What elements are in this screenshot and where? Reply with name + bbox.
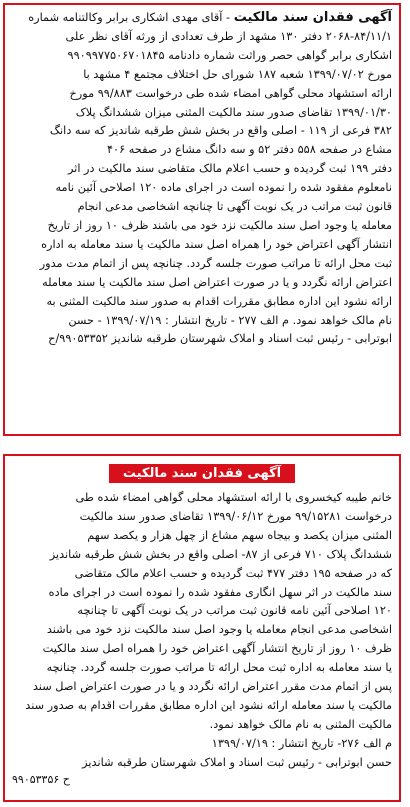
notice-2-line: که در صفحه ۱۹۵ دفتر ۴۷۷ ثبت گردیده و حسب اعلام مالک متقاضی	[74, 566, 392, 580]
notice-1-line: ثبت محل ارائه تا مراتب صورت جلسه گردد. چنانچه پس از اتمام مدت مدور	[39, 256, 392, 270]
notice-1-line: نامعلوم مفقود شده را نموده است در اجرای ماده ۱۲۰ اصلاحی آئین نامه	[55, 181, 392, 195]
notice-1-body	[5, 5, 399, 349]
notice-lost-deed-1	[3, 3, 401, 436]
notice-2-line: پس از اتمام مدت مقرر اعتراض ارائه نگردد و یا در صورت اعتراض اصل سند	[32, 680, 392, 694]
notice-1-line: مورخ ۱۳۹۹/۰۷/۰۲ شعبه ۱۸۷ شورای حل اختلاف مجتمع ۴ مشهد با	[83, 67, 392, 81]
notice-2-line: اشخاصی مدعی انجام معامله یا وجود اصل سند مالکیت نزد خود می باشند	[46, 623, 392, 637]
notice-2-code: ح ۹۹۰۵۳۳۵۶	[12, 772, 70, 786]
notice-1-line: نام مالک خواهد نمود. م الف ۲۷۷ - تاریخ انتشار : ۱۳۹۹/۰۷/۱۹ - حسن	[68, 313, 392, 327]
notice-1-line: انتشار آگهی اعتراض خود را همراه اصل سند مالکیت یا سند معامله به اداره	[41, 237, 392, 251]
notice-2-line: یا سند معامله به اداره ثبت محل ارائه تا مراتب صورت جلسه گردد. چنانچه	[46, 661, 392, 675]
notice-1-line: اعتراض ارائه نگردد و یا در صورت اعتراض اصل سند مالکیت یا سند معامله	[42, 275, 392, 289]
notice-2-line: مالکیت یا سند معامله ارائه نشود این اداره مطابق مقررات اقدام به صدور سند	[25, 698, 392, 712]
notice-1-line: ارائه نشود این اداره مطابق مقررات اقدام به صدور سند مالکیت المثنی به	[46, 294, 392, 308]
notice-1-line: دفتر ۱۹۹ ثبت گردیده و حسب اعلام مالک متقاضی سند مالکیت در اثر	[67, 162, 392, 176]
notice-1-line: آگهی فقدان سند مالکیت - آقای مهدی اشکاری برابر وکالتنامه شماره	[28, 10, 392, 25]
notice-lost-deed-2	[3, 454, 401, 802]
notice-1-line: ۳۸۲ فرعی از ۱۱۹ - اصلی واقع در بخش شش طرقبه شاندیز که سه دانگ	[49, 124, 392, 138]
notice-2-title: آگهی فقدان سند مالکیت	[109, 464, 295, 483]
notice-2-line: سند مالکیت در اثر سهل انگاری مفقود شده را نموده است در اجرای ماده	[48, 585, 392, 599]
notice-2-line: ششدانگ پلاک ۷۱۰ فرعی از ۸۷- اصلی واقع در بخش شش طرقبه شاندیز	[49, 547, 392, 561]
notice-1-line: اشکاری برابر گواهی حصر وراثت شماره دادنامه ۹۹۰۹۹۷۷۵۰۶۷۰۱۸۴۵	[67, 48, 392, 62]
notice-2-line: ۱۲۰ اصلاحی آئین نامه قانون ثبت مراتب در یک نوبت آگهی تا چنانچه	[77, 604, 392, 618]
notice-1-line: ۱۳۹۹/۰۱/۳۰ تقاضای صدور سند مالکیت المثنی میزان ششدانگ پلاک	[75, 105, 392, 119]
notice-1-line: ۲۰۶۸-۸۴/۱۱/۱ دفتر ۱۳۰ مشهد از طرف تعدادی از ورثه آقای نظر علی	[65, 29, 392, 43]
notice-1-line: ابوترابی - رئیس ثبت اسناد و املاک شهرستان طرقبه شاندیز ۹۹۰۵۳۳۵۲/ح	[48, 332, 392, 346]
notice-1-line: معامله یا وجود اصل سند مالکیت نزد خود می باشند ظرف ۱۰ روز از تاریخ	[47, 218, 392, 232]
notice-2-line: مالکیت المثنی به نام مالک خواهد نمود.	[209, 717, 392, 731]
notice-2-line: المثنی میزان یکصد و بیجاه سهم مشاع از چهل هزار و یکصد سهم	[87, 528, 392, 542]
notice-1-line: مشاع در صفحه ۵۵۸ دفتر ۵۲ و سه دانگ مشاع در صفحه ۴۰۶	[106, 143, 392, 157]
notice-1-title-inline: آگهی فقدان سند مالکیت	[233, 10, 392, 25]
notice-2-line: خانم طیبه کیخسروی با ارائه استشهاد محلی گواهی امضاء شده طی	[75, 491, 392, 504]
notice-2-line: درخواست ۹۹/۱۵۲۸۱ مورخ ۱۳۹۹/۰۶/۱۲ تقاضای صدور سند مالکیت	[79, 509, 392, 523]
notice-1-line: قانون ثبت مراتب در یک نوبت آگهی تا چنانچه اشخاصی مدعی انجام	[77, 200, 392, 214]
notice-2-line: ظرف ۱۰ روز از تاریخ انتشار آگهی اعتراض خود را همراه اصل سند مالکیت	[42, 642, 392, 656]
notice-2-line: حسن ابوترابی - رئیس ثبت اسناد و املاک شهرستان طرقبه شاندیز	[82, 755, 392, 769]
notice-2-line: م الف ۲۷۶- تاریخ انتشار : ۱۳۹۹/۰۷/۱۹	[211, 736, 392, 750]
notice-2-body	[5, 483, 399, 773]
notice-1-line: ارائه استشهاد محلی گواهی امضاء شده طی درخواست ۹۹/۸۸۳ مورخ	[69, 86, 392, 100]
